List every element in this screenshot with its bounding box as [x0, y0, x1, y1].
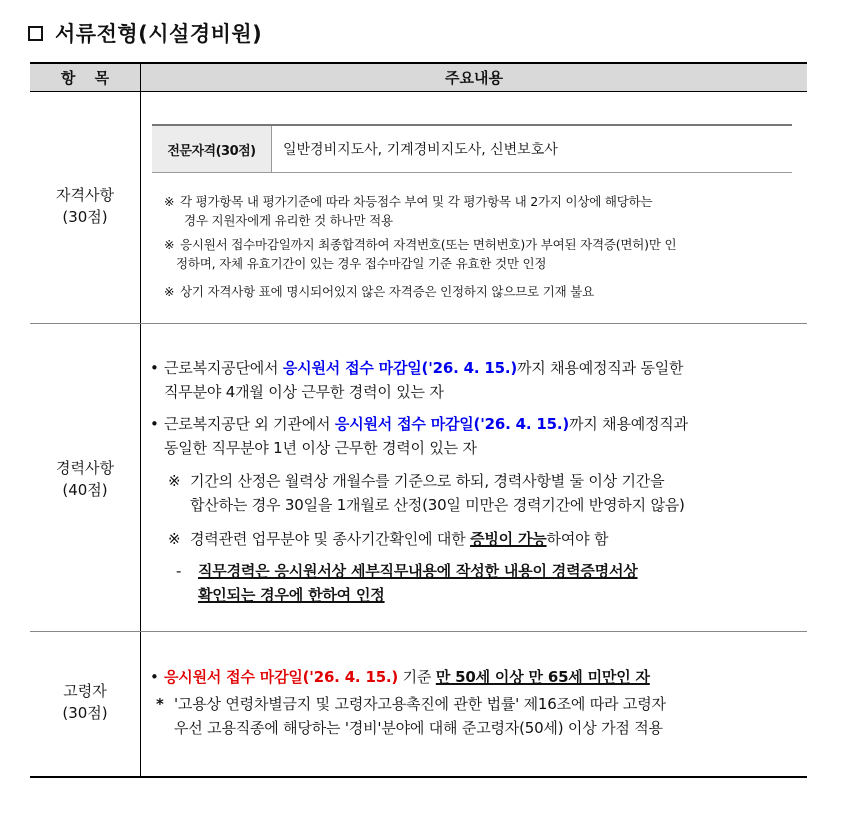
row-label-points: (30점): [62, 704, 108, 722]
row-label-title: 경력사항: [56, 459, 114, 477]
deadline-highlight: 응시원서 접수 마감일('26. 4. 15.): [282, 359, 517, 377]
age-criterion: 만 50세 이상 만 65세 미만인 자: [435, 668, 650, 686]
elderly-note: * '고용상 연령차별금지 및 고령자고용촉진에 관한 법률' 제16조에 따라 고령자 우선 고용직종에 해당하는 '경비'분야에 대해 준고령자(50세) 이상 가점 적용: [156, 695, 666, 737]
qualification-note: ※ 각 평가항목 내 평가기준에 따라 차등점수 부여 및 각 평가항목 내 2가지 이상에 해당하는 경우 지원자에게 유리한 것 하나만 적용: [164, 194, 653, 228]
proof-highlight: 증빙이 가능: [470, 530, 547, 548]
row-label-points: (30점): [62, 208, 108, 226]
checkbox-square-icon: [28, 26, 43, 41]
deadline-highlight: 응시원서 접수 마감일('26. 4. 15.): [334, 415, 569, 433]
career-bullet: • 근로복지공단 외 기관에서 응시원서 접수 마감일('26. 4. 15.)까지 채용예정직과 동일한 직무분야 1년 이상 근무한 경력이 있는 자: [150, 415, 688, 457]
section-title-text: 서류전형(시설경비원): [55, 22, 263, 46]
elderly-bullet: • 응시원서 접수 마감일('26. 4. 15.) 기준 만 50세 이상 만 65세 미만인 자: [150, 668, 650, 686]
career-dash-note: - 직무경력은 응시원서상 세부직무내용에 작성한 내용이 경력증명서상 확인되는 경우에 한하여 인정: [176, 562, 638, 604]
qualification-key: 전문자격(30점): [152, 126, 272, 172]
career-note: ※ 경력관련 업무분야 및 종사기간확인에 대한 증빙이 가능하여야 함: [168, 530, 609, 548]
row-label-career: [30, 457, 140, 501]
row-label-title: 자격사항: [56, 186, 114, 204]
deadline-highlight: 응시원서 접수 마감일('26. 4. 15.): [164, 668, 399, 686]
row-label-elderly: [30, 680, 140, 724]
header-content: 주요내용: [445, 69, 503, 87]
career-bullet: • 근로복지공단에서 응시원서 접수 마감일('26. 4. 15.)까지 채용예정직과 동일한 직무분야 4개월 이상 근무한 경력이 있는 자: [150, 359, 684, 401]
row-separator: [30, 631, 807, 632]
qualification-note: ※ 상기 자격사항 표에 명시되어있지 않은 자격증은 인정하지 않으므로 기재 불요: [164, 284, 594, 299]
table-bottom-rule: [30, 776, 807, 778]
header-item: 항 목: [30, 64, 141, 91]
row-label-points: (40점): [62, 481, 108, 499]
section-title: [28, 18, 262, 48]
career-note: ※ 기간의 산정은 월력상 개월수를 기준으로 하되, 경력사항별 둘 이상 기간을 합산하는 경우 30일을 1개월로 산정(30일 미만은 경력기간에 반영하지 않음): [168, 472, 685, 514]
qualification-note: ※ 응시원서 접수마감일까지 최종합격하여 자격번호(또는 면허번호)가 부여된 자격증(면허)만 인 정하며, 자체 유효기간이 있는 경우 접수마감일 기준 유효한 것만 인정: [164, 237, 677, 271]
table-header: [30, 64, 807, 92]
row-label-qualification: [30, 184, 140, 228]
qualification-value: 일반경비지도사, 기계경비지도사, 신변보호사: [283, 142, 558, 158]
column-divider: [140, 92, 141, 777]
row-label-title: 고령자: [63, 682, 107, 700]
row-separator: [30, 323, 807, 324]
qualification-box: [152, 124, 792, 173]
